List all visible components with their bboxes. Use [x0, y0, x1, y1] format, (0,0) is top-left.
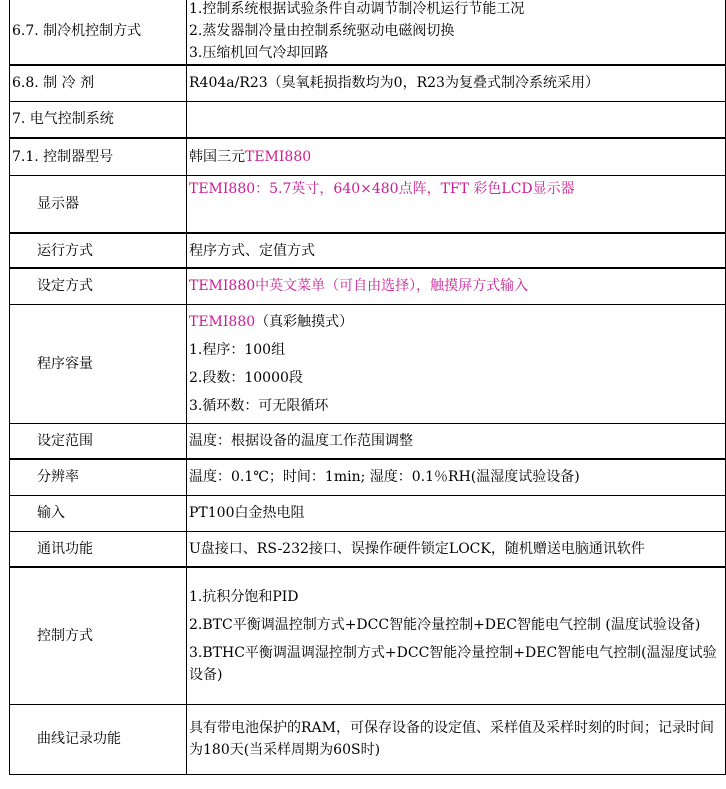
- row-label: 显示器: [10, 175, 187, 233]
- section-heading: 7. 电气控制系统: [10, 101, 187, 138]
- table-row: [10, 65, 726, 101]
- value-line: TEMI880：5.7英寸，640×480点阵，TFT 彩色LCD显示器: [189, 180, 575, 197]
- row-label: 输入: [10, 495, 187, 531]
- row-value: [187, 567, 726, 704]
- table-row: [10, 495, 726, 531]
- table-row: [10, 531, 726, 567]
- row-value: [187, 704, 726, 774]
- row-label: 分辨率: [10, 459, 187, 495]
- value-line: 温度：根据设备的温度工作范围调整: [189, 432, 413, 449]
- row-label: 6.7. 制冷机控制方式: [10, 0, 187, 65]
- row-label: 运行方式: [10, 233, 187, 268]
- row-value: [187, 138, 726, 175]
- value-line: 3.循环数：可无限循环: [189, 397, 329, 414]
- table-row: [10, 567, 726, 704]
- controller-model: TEMI880: [189, 313, 256, 330]
- value-line: U盘接口、RS-232接口、误操作硬件锁定LOCK，随机赠送电脑通讯软件: [189, 540, 645, 557]
- controller-model: TEMI880: [245, 148, 312, 165]
- row-value: [187, 304, 726, 423]
- table-row: [10, 459, 726, 495]
- value-prefix: 韩国三元: [189, 148, 245, 165]
- row-label: 通讯功能: [10, 531, 187, 567]
- value-line: 2.BTC平衡调温控制方式+DCC智能冷量控制+DEC智能电气控制 (温度试验设备): [189, 616, 701, 633]
- value-line: 程序方式、定值方式: [189, 242, 315, 259]
- table-row: [10, 423, 726, 459]
- row-value: [187, 175, 726, 233]
- value-line: 3.BTHC平衡调温调湿控制方式+DCC智能冷量控制+DEC智能电气控制(温湿度试验设备): [189, 644, 717, 683]
- row-value: [187, 423, 726, 459]
- row-value: [187, 531, 726, 567]
- row-value: [187, 65, 726, 101]
- row-value: [187, 101, 726, 138]
- row-label: 7.1. 控制器型号: [10, 138, 187, 175]
- value-line: PT100白金热电阻: [189, 505, 305, 521]
- row-value: [187, 495, 726, 531]
- value-line: 具有带电池保护的RAM，可保存设备的设定值、采样值及采样时刻的时间；记录时间为180天(当采样周期为60S时): [189, 720, 714, 758]
- value-line: TEMI880中英文菜单（可自由选择），触摸屏方式输入: [189, 278, 529, 295]
- table-row: [10, 268, 726, 304]
- row-value: [187, 0, 726, 65]
- value-line: 2.段数：10000段: [189, 369, 303, 386]
- row-label: 程序容量: [10, 304, 187, 423]
- table-row: [10, 138, 726, 175]
- value-line: 1.控制系统根据试验条件自动调节制冷机运行节能工况: [189, 1, 525, 17]
- value-line: 1.抗积分饱和PID: [189, 588, 299, 605]
- row-label: 设定方式: [10, 268, 187, 304]
- spec-table: [9, 0, 726, 775]
- table-row: [10, 233, 726, 268]
- row-value: [187, 459, 726, 495]
- row-label: 曲线记录功能: [10, 704, 187, 774]
- value-line: 温度：0.1℃；时间：1min; 湿度：0.1％RH(温湿度试验设备): [189, 469, 580, 486]
- row-label: 6.8. 制 冷 剂: [10, 65, 187, 101]
- row-label: 控制方式: [10, 567, 187, 704]
- table-row: [10, 704, 726, 774]
- value-line: 2.蒸发器制冷量由控制系统驱动电磁阀切换: [189, 23, 455, 39]
- value-suffix: （真彩触摸式）: [255, 313, 354, 330]
- table-row: [10, 304, 726, 423]
- value-line: [189, 311, 723, 333]
- row-value: [187, 268, 726, 304]
- value-line: 1.程序：100组: [189, 341, 286, 358]
- row-label: 设定范围: [10, 423, 187, 459]
- table-row: [10, 0, 726, 65]
- value-line: 3.压缩机回气冷却回路: [189, 45, 329, 61]
- table-row: [10, 175, 726, 233]
- value-line: R404a/R23（臭氧耗损指数均为0，R23为复叠式制冷系统采用）: [189, 75, 599, 92]
- row-value: [187, 233, 726, 268]
- table-row: [10, 101, 726, 138]
